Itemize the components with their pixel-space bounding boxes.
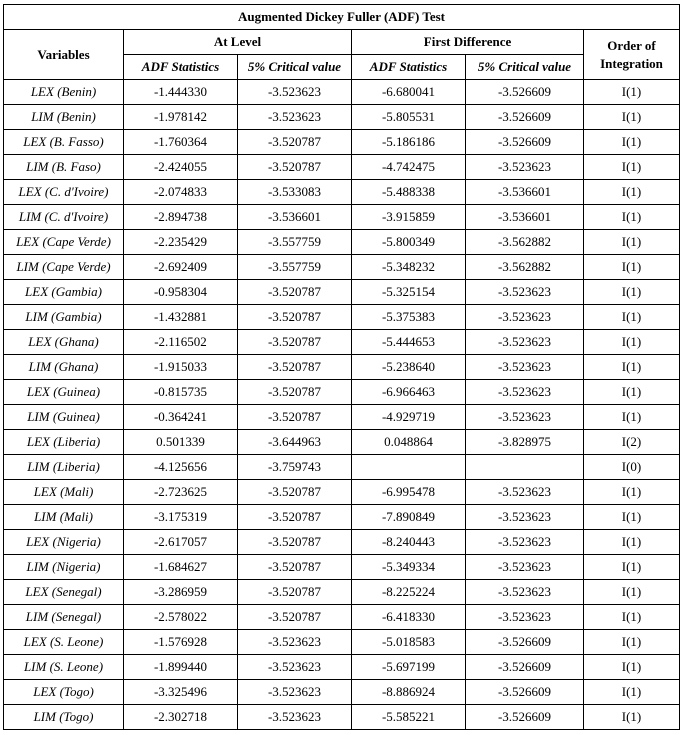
table-row [4,405,680,430]
first-difference-header: First Difference [352,30,584,55]
diff-adf-cell: -6.966463 [352,380,466,405]
variable-cell: LIM (Benin) [4,105,124,130]
table-row [4,280,680,305]
level-adf-cell: -2.424055 [124,155,238,180]
table-row [4,205,680,230]
variable-cell: LIM (S. Leone) [4,655,124,680]
variable-cell: LEX (Liberia) [4,430,124,455]
table-row [4,80,680,105]
diff-adf-cell: -6.995478 [352,480,466,505]
order-of-integration-cell: I(1) [584,230,680,255]
diff-adf-cell: -5.805531 [352,105,466,130]
diff-critical-value-cell: -3.523623 [466,530,584,555]
level-adf-cell: -2.578022 [124,605,238,630]
level-adf-cell: -2.116502 [124,330,238,355]
table-row [4,655,680,680]
variable-cell: LIM (Cape Verde) [4,255,124,280]
level-critical-value-cell: -3.557759 [238,255,352,280]
level-adf-cell: 0.501339 [124,430,238,455]
table-row [4,705,680,730]
table-row [4,305,680,330]
variable-cell: LEX (Guinea) [4,380,124,405]
diff-critical-value-cell: -3.526609 [466,105,584,130]
diff-critical-value-cell: -3.526609 [466,655,584,680]
level-adf-cell: -2.692409 [124,255,238,280]
table-row [4,605,680,630]
variable-cell: LIM (B. Faso) [4,155,124,180]
order-of-integration-cell: I(1) [584,680,680,705]
order-of-integration-cell: I(1) [584,180,680,205]
variable-cell: LEX (Mali) [4,480,124,505]
table-row [4,555,680,580]
diff-critical-value-cell: -3.523623 [466,405,584,430]
diff-adf-cell: -4.929719 [352,405,466,430]
level-critical-value-cell: -3.520787 [238,480,352,505]
level-adf-cell: -0.815735 [124,380,238,405]
level-critical-value-cell: -3.533083 [238,180,352,205]
order-header-line2: Integration [600,55,663,71]
diff-critical-value-cell: -3.523623 [466,480,584,505]
order-of-integration-cell: I(1) [584,630,680,655]
level-adf-cell: -2.894738 [124,205,238,230]
diff-adf-cell: -5.325154 [352,280,466,305]
level-critical-value-cell: -3.523623 [238,105,352,130]
adf-test-table [3,4,680,730]
order-of-integration-cell: I(1) [584,130,680,155]
diff-adf-cell: -8.240443 [352,530,466,555]
variable-cell: LIM (Gambia) [4,305,124,330]
level-adf-cell: -1.899440 [124,655,238,680]
diff-critical-value-cell: -3.523623 [466,305,584,330]
level-adf-cell: -2.074833 [124,180,238,205]
order-of-integration-cell: I(1) [584,480,680,505]
order-of-integration-cell: I(1) [584,255,680,280]
level-adf-cell: -0.958304 [124,280,238,305]
level-critical-value-cell: -3.520787 [238,280,352,305]
level-critical-value-cell: -3.520787 [238,305,352,330]
level-adf-statistics-header: ADF Statistics [124,55,238,80]
diff-adf-cell: -6.680041 [352,80,466,105]
table-row [4,255,680,280]
order-of-integration-cell: I(1) [584,305,680,330]
order-of-integration-cell: I(1) [584,80,680,105]
level-critical-value-cell: -3.644963 [238,430,352,455]
level-critical-value-header: 5% Critical value [238,55,352,80]
order-of-integration-cell: I(1) [584,705,680,730]
diff-adf-cell: -5.800349 [352,230,466,255]
diff-adf-cell: -8.886924 [352,680,466,705]
level-critical-value-cell: -3.520787 [238,155,352,180]
variable-cell: LEX (Gambia) [4,280,124,305]
level-critical-value-cell: -3.523623 [238,80,352,105]
level-critical-value-cell: -3.520787 [238,405,352,430]
diff-critical-value-cell: -3.523623 [466,155,584,180]
diff-critical-value-cell: -3.523623 [466,555,584,580]
diff-critical-value-cell: -3.526609 [466,130,584,155]
diff-critical-value-cell [466,455,584,480]
level-critical-value-cell: -3.520787 [238,505,352,530]
diff-critical-value-cell: -3.523623 [466,505,584,530]
diff-adf-statistics-header: ADF Statistics [352,55,466,80]
table-row [4,580,680,605]
order-of-integration-cell: I(1) [584,155,680,180]
level-adf-cell: -1.978142 [124,105,238,130]
variable-cell: LEX (S. Leone) [4,630,124,655]
table-row [4,130,680,155]
diff-critical-value-cell: -3.523623 [466,605,584,630]
order-of-integration-cell: I(2) [584,430,680,455]
variable-cell: LIM (Senegal) [4,605,124,630]
variables-header: Variables [4,30,124,80]
level-critical-value-cell: -3.520787 [238,380,352,405]
level-adf-cell: -2.302718 [124,705,238,730]
diff-critical-value-cell: -3.523623 [466,330,584,355]
level-critical-value-cell: -3.523623 [238,655,352,680]
level-critical-value-cell: -3.536601 [238,205,352,230]
diff-critical-value-cell: -3.562882 [466,230,584,255]
table-row [4,330,680,355]
table-row [4,505,680,530]
variable-cell: LEX (Benin) [4,80,124,105]
table-row [4,630,680,655]
diff-adf-cell: -5.348232 [352,255,466,280]
level-adf-cell: -1.444330 [124,80,238,105]
level-critical-value-cell: -3.520787 [238,605,352,630]
order-of-integration-cell: I(1) [584,105,680,130]
order-of-integration-cell: I(1) [584,530,680,555]
variable-cell: LEX (Ghana) [4,330,124,355]
table-row [4,180,680,205]
level-adf-cell: -1.760364 [124,130,238,155]
variable-cell: LEX (C. d'Ivoire) [4,180,124,205]
table-row [4,680,680,705]
diff-critical-value-cell: -3.536601 [466,205,584,230]
level-adf-cell: -0.364241 [124,405,238,430]
diff-critical-value-cell: -3.526609 [466,80,584,105]
table-row [4,155,680,180]
table-title: Augmented Dickey Fuller (ADF) Test [4,5,680,30]
diff-adf-cell: -5.585221 [352,705,466,730]
order-of-integration-cell: I(1) [584,280,680,305]
level-adf-cell: -1.432881 [124,305,238,330]
diff-critical-value-cell: -3.828975 [466,430,584,455]
diff-adf-cell: -5.186186 [352,130,466,155]
table-body [4,80,680,730]
order-of-integration-cell: I(1) [584,655,680,680]
variable-cell: LIM (Guinea) [4,405,124,430]
level-adf-cell: -2.723625 [124,480,238,505]
order-of-integration-cell: I(1) [584,580,680,605]
diff-critical-value-cell: -3.523623 [466,280,584,305]
order-header-line1: Order of [607,37,656,53]
level-adf-cell: -3.175319 [124,505,238,530]
table-row [4,230,680,255]
order-of-integration-cell: I(1) [584,405,680,430]
diff-adf-cell: 0.048864 [352,430,466,455]
level-critical-value-cell: -3.520787 [238,580,352,605]
level-critical-value-cell: -3.759743 [238,455,352,480]
diff-adf-cell: -5.488338 [352,180,466,205]
order-of-integration-cell: I(1) [584,380,680,405]
variable-cell: LIM (C. d'Ivoire) [4,205,124,230]
level-critical-value-cell: -3.523623 [238,630,352,655]
order-of-integration-cell: I(1) [584,555,680,580]
level-critical-value-cell: -3.523623 [238,705,352,730]
diff-critical-value-cell: -3.536601 [466,180,584,205]
level-adf-cell: -1.576928 [124,630,238,655]
diff-adf-cell: -5.444653 [352,330,466,355]
diff-adf-cell: -4.742475 [352,155,466,180]
diff-adf-cell: -3.915859 [352,205,466,230]
table-row [4,480,680,505]
variable-cell: LIM (Togo) [4,705,124,730]
order-of-integration-cell: I(1) [584,330,680,355]
diff-adf-cell: -6.418330 [352,605,466,630]
variable-cell: LIM (Nigeria) [4,555,124,580]
diff-adf-cell: -7.890849 [352,505,466,530]
diff-critical-value-cell: -3.526609 [466,705,584,730]
table-row [4,455,680,480]
variable-cell: LEX (Nigeria) [4,530,124,555]
table-row [4,355,680,380]
diff-critical-value-header: 5% Critical value [466,55,584,80]
table-row [4,530,680,555]
diff-adf-cell: -5.349334 [352,555,466,580]
diff-critical-value-cell: -3.526609 [466,680,584,705]
level-adf-cell: -3.286959 [124,580,238,605]
variable-cell: LEX (Togo) [4,680,124,705]
diff-adf-cell: -5.375383 [352,305,466,330]
diff-adf-cell: -8.225224 [352,580,466,605]
level-adf-cell: -2.617057 [124,530,238,555]
level-critical-value-cell: -3.520787 [238,330,352,355]
level-adf-cell: -3.325496 [124,680,238,705]
level-critical-value-cell: -3.557759 [238,230,352,255]
variable-cell: LEX (B. Fasso) [4,130,124,155]
order-of-integration-cell: I(1) [584,505,680,530]
variable-cell: LIM (Mali) [4,505,124,530]
level-adf-cell: -1.684627 [124,555,238,580]
order-of-integration-cell: I(1) [584,605,680,630]
level-critical-value-cell: -3.520787 [238,355,352,380]
level-critical-value-cell: -3.520787 [238,555,352,580]
diff-critical-value-cell: -3.523623 [466,355,584,380]
order-of-integration-cell: I(1) [584,355,680,380]
level-adf-cell: -4.125656 [124,455,238,480]
diff-critical-value-cell: -3.523623 [466,580,584,605]
level-critical-value-cell: -3.520787 [238,530,352,555]
table-row [4,430,680,455]
table-row [4,105,680,130]
level-critical-value-cell: -3.523623 [238,680,352,705]
diff-adf-cell: -5.697199 [352,655,466,680]
variable-cell: LIM (Ghana) [4,355,124,380]
at-level-header: At Level [124,30,352,55]
variable-cell: LEX (Senegal) [4,580,124,605]
order-of-integration-cell: I(1) [584,205,680,230]
order-of-integration-cell: I(0) [584,455,680,480]
table-row [4,380,680,405]
order-of-integration-header [584,30,680,80]
variable-cell: LIM (Liberia) [4,455,124,480]
diff-critical-value-cell: -3.562882 [466,255,584,280]
diff-adf-cell: -5.238640 [352,355,466,380]
level-adf-cell: -2.235429 [124,230,238,255]
diff-critical-value-cell: -3.523623 [466,380,584,405]
diff-critical-value-cell: -3.526609 [466,630,584,655]
level-adf-cell: -1.915033 [124,355,238,380]
diff-adf-cell [352,455,466,480]
level-critical-value-cell: -3.520787 [238,130,352,155]
diff-adf-cell: -5.018583 [352,630,466,655]
variable-cell: LEX (Cape Verde) [4,230,124,255]
